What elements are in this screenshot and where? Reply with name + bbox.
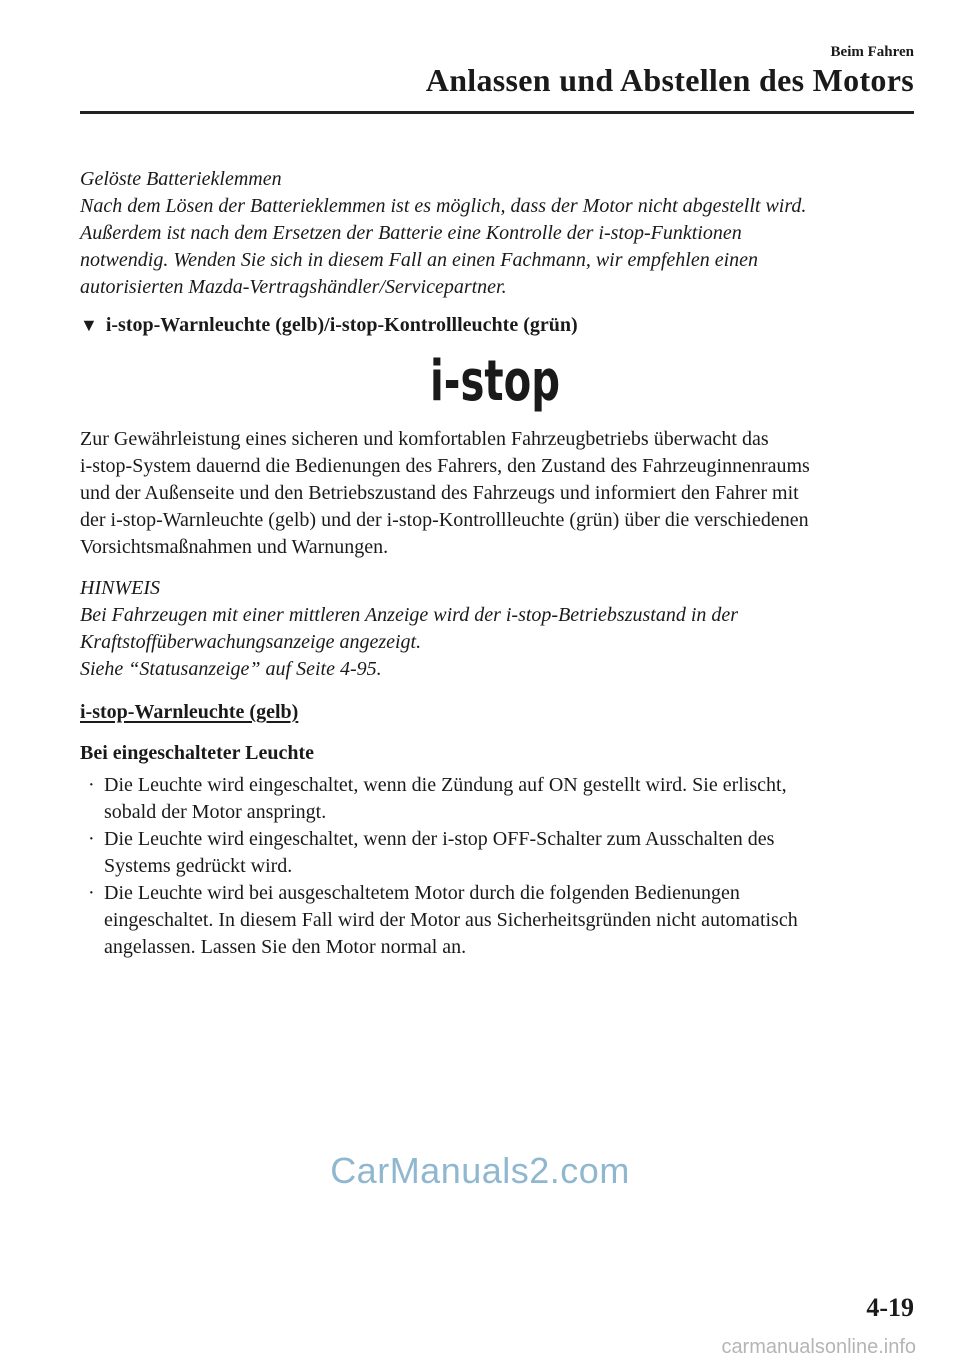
warning-subheading: Bei eingeschalteter Leuchte [80, 742, 315, 764]
list-item [80, 826, 910, 880]
bullet-2-line-2: Systems gedrückt wird. [104, 855, 293, 877]
intro-line-1: Zur Gewährleistung eines sicheren und komfortablen Fahrzeugbetriebs überwacht das [80, 428, 769, 450]
battery-heading: Gelöste Batterieklemmen [80, 168, 282, 190]
header-section-label: Beim Fahren [830, 44, 914, 60]
intro-line-3: und der Außenseite und den Betriebszustand des Fahrzeugs und informiert den Fahrer mit [80, 482, 799, 504]
battery-line-3: notwendig. Wenden Sie sich in diesem Fall an einen Fachmann, wir empfehlen einen [80, 249, 759, 271]
bullet-3-line-3: angelassen. Lassen Sie den Motor normal an. [104, 936, 467, 958]
bullet-2-line-1: Die Leuchte wird eingeschaltet, wenn der i-stop OFF-Schalter zum Ausschalten des [104, 828, 775, 850]
list-item [80, 880, 910, 961]
intro-line-2: i-stop-System dauernd die Bedienungen des Fahrers, den Zustand des Fahrzeuginnenraums [80, 455, 810, 477]
intro-line-5: Vorsichtsmaßnahmen und Warnungen. [80, 536, 389, 558]
i-stop-indicator-icon [425, 350, 565, 416]
note-line-3: Siehe “Statusanzeige” auf Seite 4-95. [80, 658, 382, 680]
watermark-carmanualsonline: carmanualsonline.info [721, 1336, 916, 1358]
list-item [80, 772, 910, 826]
bullet-3-line-1: Die Leuchte wird bei ausgeschaltetem Motor durch die folgenden Bedienungen [104, 882, 740, 904]
i-stop-logo [80, 350, 910, 416]
page-content [80, 166, 910, 961]
bullet-1-line-2: sobald der Motor anspringt. [104, 801, 327, 823]
warning-heading: i-stop-Warnleuchte (gelb) [80, 701, 299, 723]
header-title: Anlassen und Abstellen des Motors [425, 62, 914, 98]
section-heading [80, 312, 910, 339]
note-line-1: Bei Fahrzeugen mit einer mittleren Anzeige wird der i-stop-Betriebszustand in der [80, 604, 739, 626]
note-line-2: Kraftstoffüberwachungsanzeige angezeigt. [80, 631, 422, 653]
intro-line-4: der i-stop-Warnleuchte (gelb) und der i-stop-Kontrollleuchte (grün) über die verschiedenen [80, 509, 809, 531]
bullet-dot-icon: · [88, 882, 95, 904]
note-label: HINWEIS [80, 577, 160, 599]
triangle-marker-icon: ▼ [80, 315, 98, 335]
page-number: 4-19 [866, 1293, 914, 1322]
bullet-3-line-2: eingeschaltet. In diesem Fall wird der Motor aus Sicherheitsgründen nicht automatisch [104, 909, 798, 931]
warning-bullet-list [80, 772, 910, 961]
battery-line-2: Außerdem ist nach dem Ersetzen der Batterie eine Kontrolle der i-stop-Funktionen [80, 222, 742, 244]
section-heading-text: i-stop-Warnleuchte (gelb)/i-stop-Kontrollleuchte (grün) [105, 314, 578, 336]
i-stop-logo-text: i-stop [430, 349, 560, 414]
header-rule [80, 111, 914, 114]
battery-line-4: autorisierten Mazda-Vertragshändler/Servicepartner. [80, 276, 507, 298]
watermark-carmanuals2: CarManuals2.com [330, 1150, 630, 1191]
bullet-1-line-1: Die Leuchte wird eingeschaltet, wenn die Zündung auf ON gestellt wird. Sie erlischt, [104, 774, 787, 796]
bullet-dot-icon: · [88, 828, 95, 850]
battery-line-1: Nach dem Lösen der Batterieklemmen ist es möglich, dass der Motor nicht abgestellt wird. [80, 195, 807, 217]
bullet-dot-icon: · [88, 774, 95, 796]
